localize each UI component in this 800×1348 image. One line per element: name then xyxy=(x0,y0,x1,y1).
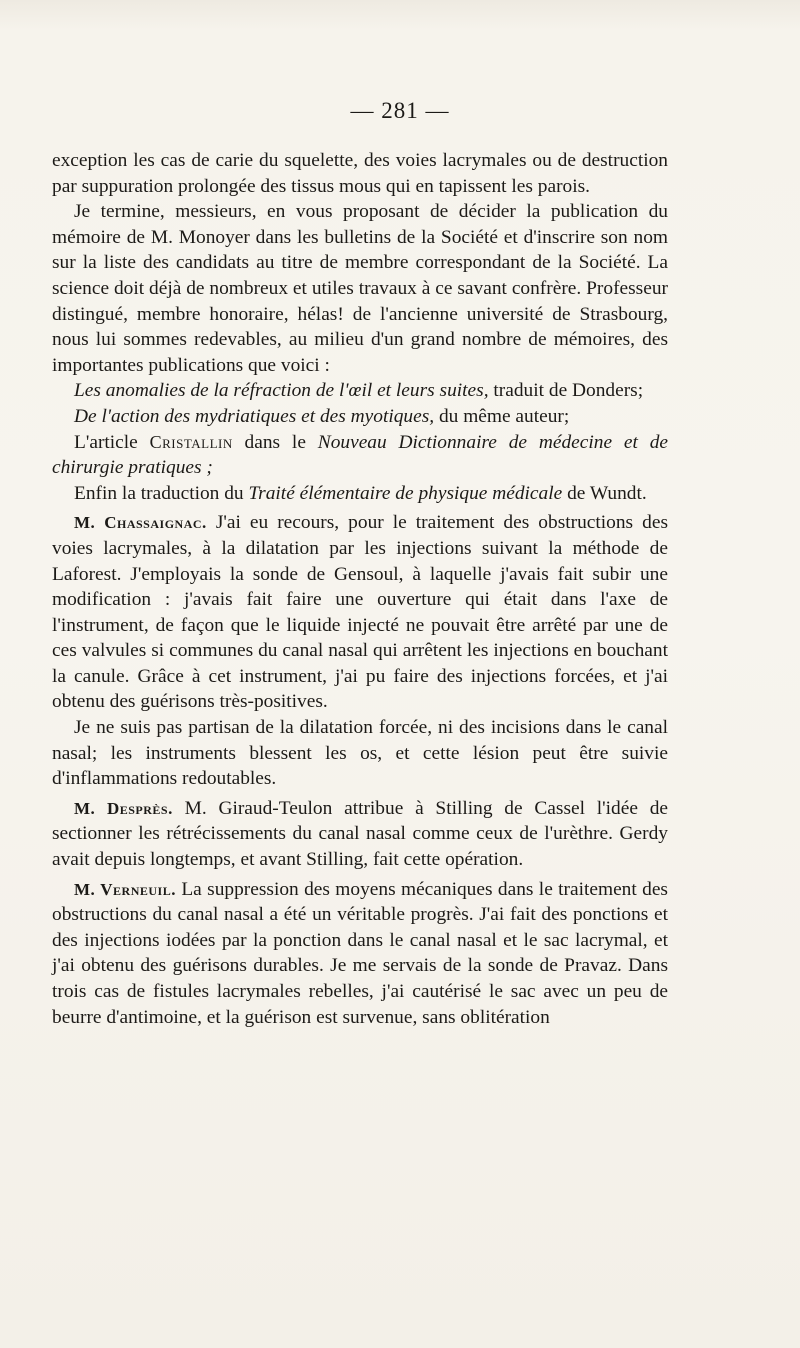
speaker-name: M. Chassaignac. xyxy=(74,513,207,533)
publication-item-4: Enfin la traduction du Traité élémentaire de physique médicale de Wundt. xyxy=(74,482,647,504)
speaker-name: M. Verneuil. xyxy=(74,879,176,899)
paragraph-conclusion: Je termine, messieurs, en vous proposant de décider la publication du mémoire de M. Monoyer dans les bulletins de la Société et d'inscrire son nom sur la liste des candidats au titre de membre correspondant de la Société. La science doit déjà de nombreux et utiles travaux à ce savant confrère. Professeur distingué, membre honoraire, hélas! de l'ancienne université de Strasbourg, nous lui sommes redevables, au milieu d'un grand nombre de mémoires, des importantes publications que voici : xyxy=(52,201,668,376)
publication-item-3: L'article Cristallin dans le Nouveau Dictionnaire de médecine et de chirurgie pratiques ; xyxy=(52,431,669,479)
speech-verneuil: M. Verneuil. La suppression des moyens mécaniques dans le traitement des obstructions du canal nasal a été un véritable progrès. J'ai fait des ponctions et des injections iodées par la ponction dans le canal nasal et le sac lacrymal, et j'ai obtenu des guérisons durables. Je me servais de la sonde de Pravaz. Dans trois cas de fistules lacrymales rebelles, j'ai cautérisé le sac avec un peu de beurre d'antimoine, et la guérison est survenue, sans oblitération xyxy=(52,878,668,1028)
publication-item-2: De l'action des mydriatiques et des myotiques, du même auteur; xyxy=(74,405,570,427)
publication-title-1: Les anomalies de la réfraction de l'œil et leurs suites, xyxy=(74,380,489,402)
body-text xyxy=(52,148,668,1030)
publication-title-2: De l'action des mydriatiques et des myotiques, xyxy=(74,405,435,427)
speaker-name: M. Desprès. xyxy=(74,798,173,818)
page-number: — 281 — xyxy=(350,98,450,123)
publication-title-3: Nouveau Dictionnaire de médecine et de chirurgie pratiques ; xyxy=(52,431,669,479)
paragraph-continuation: exception les cas de carie du squelette, des voies lacrymales ou de destruction par suppuration prolongée des tissus mous qui en tapissent les parois. xyxy=(52,150,668,197)
speech-despres: M. Desprès. M. Giraud-Teulon attribue à Stilling de Cassel l'idée de sectionner les rétrécissements du canal nasal comme ceux de l'urèthre. Gerdy avait depuis longtemps, et avant Stilling, fait cette opération. xyxy=(52,797,668,871)
publication-title-4: Traité élémentaire de physique médicale xyxy=(248,482,563,504)
publication-item-1: Les anomalies de la réfraction de l'œil et leurs suites, traduit de Donders; xyxy=(74,380,644,402)
speech-chassaignac-continued: Je ne suis pas partisan de la dilatation forcée, ni des incisions dans le canal nasal; les instruments blessent les os, et cette lésion peut être suivie d'inflammations redoutables. xyxy=(52,717,668,790)
article-name: Cristallin xyxy=(149,431,233,452)
speech-chassaignac: M. Chassaignac. J'ai eu recours, pour le traitement des obstructions des voies lacrymales, à la dilatation par les injections suivant la méthode de Laforest. J'employais la sonde de Gensoul, à laquelle j'avais fait subir une modification : j'avais fait faire une ouverture qui était dans l'axe de l'instrument, de façon que le liquide injecté ne pouvait être arrêté par une de ces valvules si communes du canal nasal qui arrêtent les injections en bouchant la canule. Grâce à cet instrument, j'ai pu faire des injections forcées, et j'ai obtenu des guérisons très-positives. xyxy=(52,512,668,713)
